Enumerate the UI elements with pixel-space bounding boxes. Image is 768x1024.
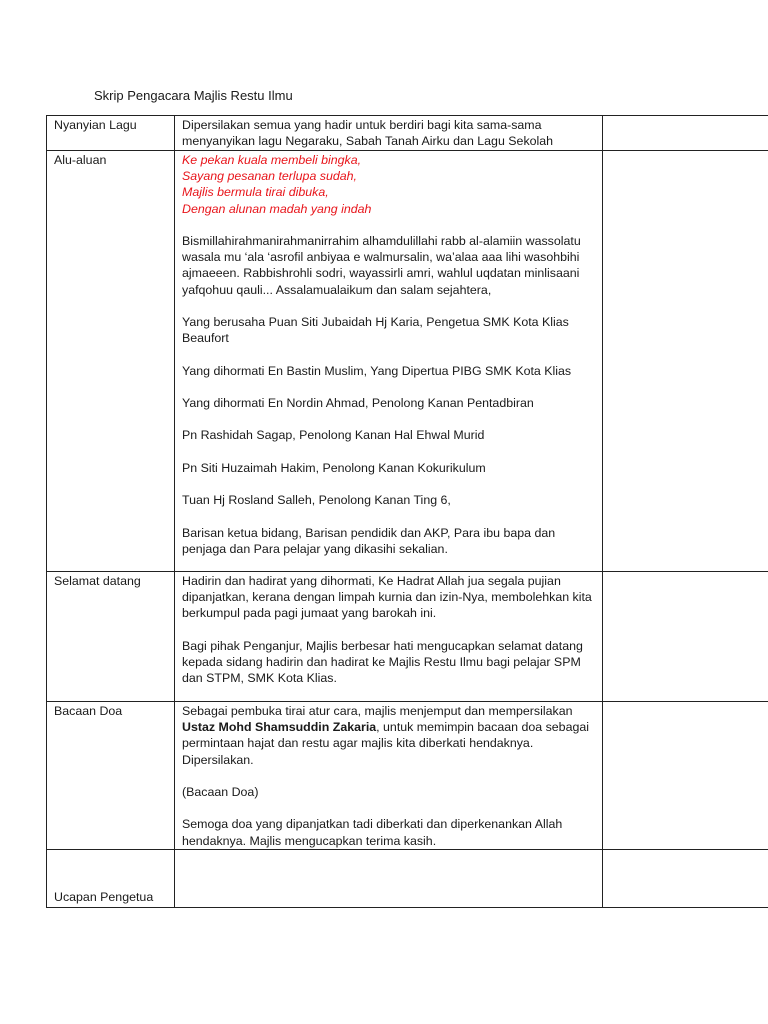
empty-cell (603, 116, 768, 151)
table-row (47, 151, 768, 572)
opening-greeting: Bismillahirahmanirahmanirrahim alhamdulillahi rabb al-alamiin wassolatu wasala mu ‘ala ‘asrofil anbiyaa e walmursalin, wa’alaa aaa lihi wasohbihi ajmaeeen. Rabbishrohli sodri, wayassirli amri, wahlul uqdatan minlisaani yafqohuu qauli... Assalamualaikum dan salam sejahtera, (182, 234, 581, 297)
empty-cell (175, 849, 603, 907)
row-text-nyanyian-lagu: Dipersilakan semua yang hadir untuk berdiri bagi kita sama-sama menyanyikan lagu Negaraku, Sabah Tanah Airku dan Lagu Sekolah (175, 116, 603, 151)
salutation-line: Yang berusaha Puan Siti Jubaidah Hj Karia, Pengetua SMK Kota Klias Beaufort (182, 315, 569, 346)
salutation-line: Pn Siti Huzaimah Hakim, Penolong Kanan Kokurikulum (182, 460, 486, 475)
row-label-bacaan-doa: Bacaan Doa (47, 702, 175, 850)
document-title: Skrip Pengacara Majlis Restu Ilmu (94, 88, 293, 103)
salutation-line: Tuan Hj Rosland Salleh, Penolong Kanan Ting 6, (182, 493, 451, 508)
salutation-line: Yang dihormati En Bastin Muslim, Yang Dipertua PIBG SMK Kota Klias (182, 363, 572, 378)
row-label-ucapan-pengetua: Ucapan Pengetua (47, 849, 175, 907)
prayer-note: (Bacaan Doa) (182, 785, 259, 799)
welcome-paragraph: Bagi pihak Penganjur, Majlis berbesar hati mengucapkan selamat datang kepada sidang hadirin dan hadirat ke Majlis Restu Ilmu bagi pelajar SPM dan STPM, SMK Kota Klias. (182, 638, 583, 686)
row-text-selamat-datang (175, 572, 603, 702)
empty-cell (603, 702, 768, 850)
row-text-bacaan-doa (175, 702, 603, 850)
pantun-line: Dengan alunan madah yang indah (182, 201, 372, 216)
prayer-closing: Semoga doa yang dipanjatkan tadi diberkati dan diperkenankan Allah hendaknya. Majlis mengucapkan terima kasih. (182, 817, 563, 848)
salutation-line: Pn Rashidah Sagap, Penolong Kanan Hal Ehwal Murid (182, 428, 485, 443)
row-label-alu-aluan: Alu-aluan (47, 151, 175, 572)
table-row (47, 572, 768, 702)
salutation-line: Yang dihormati En Nordin Ahmad, Penolong Kanan Pentadbiran (182, 395, 534, 410)
empty-cell (603, 849, 768, 907)
empty-cell (603, 151, 768, 572)
script-table (46, 115, 768, 908)
row-label-selamat-datang: Selamat datang (47, 572, 175, 702)
table-row (47, 116, 768, 151)
welcome-paragraph: Hadirin dan hadirat yang dihormati, Ke Hadrat Allah jua segala pujian dipanjatkan, kerana dengan limpah kurnia dan izin-Nya, membolehkan kita berkumpul pada pagi jumaat yang barokah ini. (182, 574, 592, 621)
pantun-line: Majlis bermula tirai dibuka, (182, 185, 329, 200)
table-row (47, 702, 768, 850)
empty-cell (603, 572, 768, 702)
prayer-invitation: Sebagai pembuka tirai atur cara, majlis menjemput dan mempersilakan Ustaz Mohd Shamsuddin Zakaria, untuk memimpin bacaan doa sebagai permintaan hajat dan restu agar majlis kita diberkati hendaknya. Dipersilakan. (182, 704, 589, 767)
table-row (47, 849, 768, 907)
row-text-alu-aluan (175, 151, 603, 572)
prayer-leader-name: Ustaz Mohd Shamsuddin Zakaria (182, 720, 377, 735)
pantun (182, 152, 595, 217)
pantun-line: Sayang pesanan terlupa sudah, (182, 169, 357, 184)
row-label-nyanyian-lagu: Nyanyian Lagu (47, 116, 175, 151)
pantun-line: Ke pekan kuala membeli bingka, (182, 153, 362, 167)
salutation-line: Barisan ketua bidang, Barisan pendidik dan AKP, Para ibu bapa dan penjaga dan Para pelajar yang dikasihi sekalian. (182, 525, 556, 556)
